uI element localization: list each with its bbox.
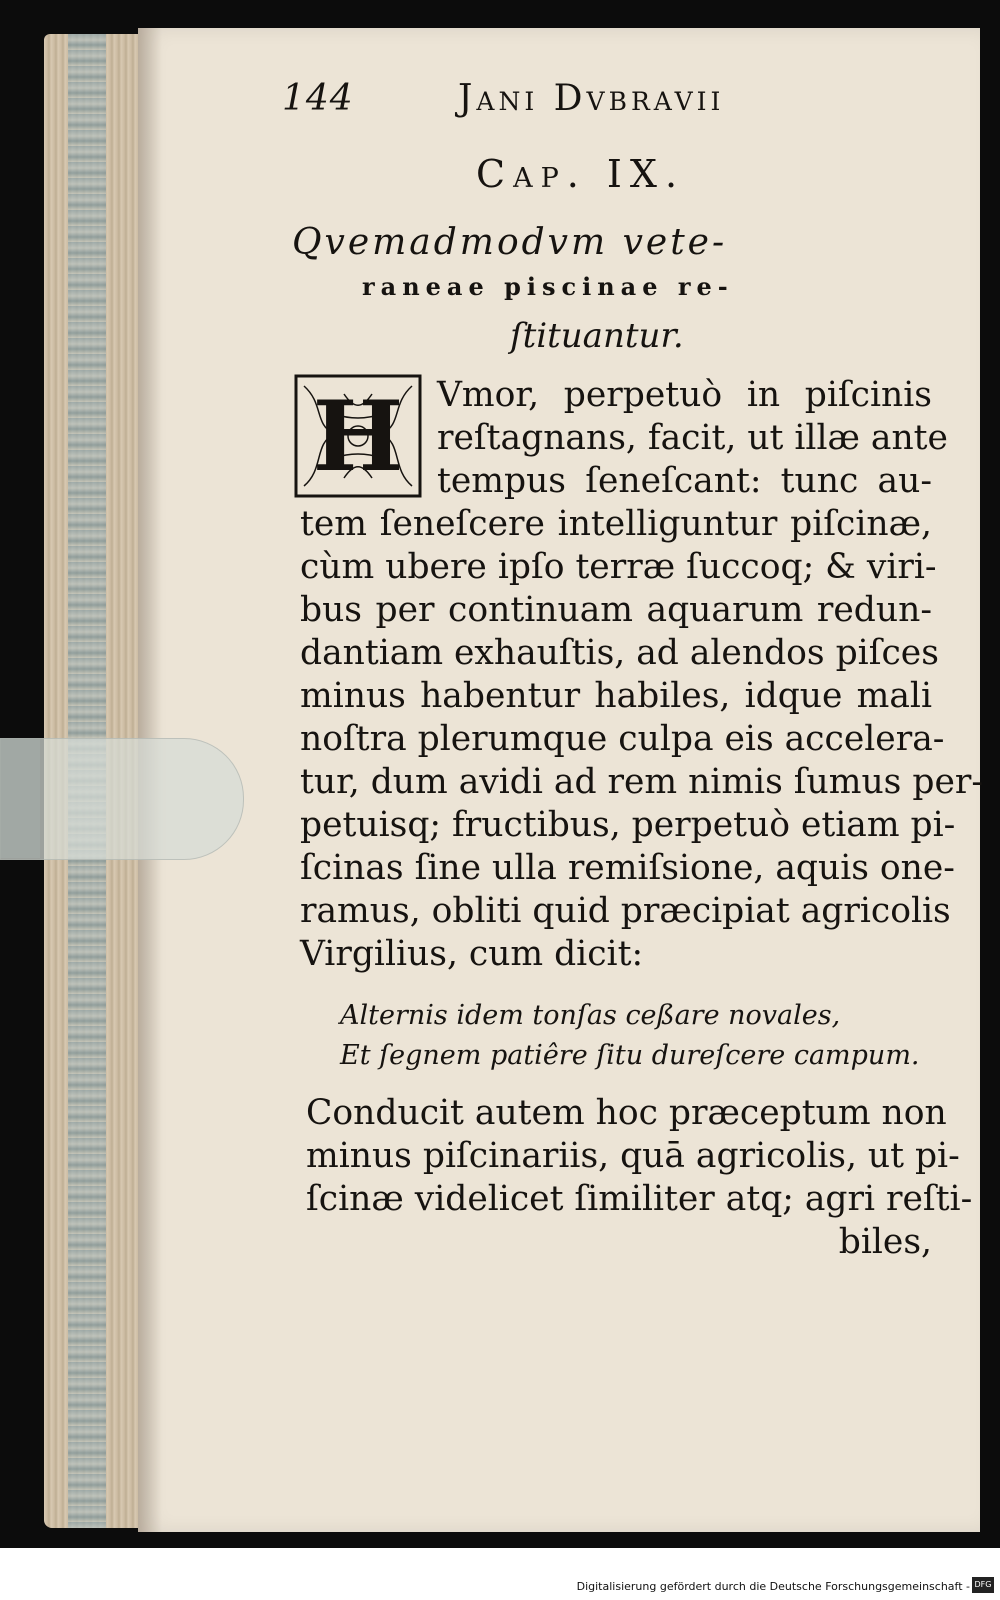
text-line: tem ſeneſcere intelliguntur piſcinæ, [300, 504, 932, 544]
text-line: ſcinas ſine ulla remiſsione, aquis one- [300, 848, 955, 888]
text-line: reſtagnans, facit, ut illæ ante [437, 418, 948, 458]
running-title: Jani Dvbravii [458, 78, 725, 119]
page-number: 144 [282, 78, 354, 119]
text-line: tempus ſeneſcant: tunc au- [437, 461, 932, 501]
text-line: petuisq; fructibus, perpetuò etiam pi- [300, 805, 956, 845]
text-line: Conducit autem hoc præceptum non [306, 1093, 947, 1133]
text-line: ramus, obliti quid præcipiat agricolis [300, 891, 951, 931]
second-paragraph [306, 1090, 973, 1262]
page-clip [0, 738, 244, 860]
verse-line-1: Alternis idem tonſas ceßare novales, [340, 1000, 841, 1031]
text-line: minus piſcinariis, quā agricolis, ut pi- [306, 1136, 960, 1176]
chapter-label: Cap. IX. [476, 152, 686, 196]
chapter-title-line-1: Qvemadmodvm vete- [292, 222, 728, 263]
chapter-title-line-2: raneae piscinae re- [362, 272, 734, 301]
text-line: Vmor, perpetuò in piſcinis [437, 375, 932, 415]
dfg-logo: DFG [972, 1577, 994, 1593]
text-line: minus habentur habiles, idque mali [300, 676, 932, 716]
text-line: ſcinæ videlicet ſimiliter atq; agri reſti- [306, 1179, 973, 1219]
text-line: tur, dum avidi ad rem nimis ſumus per- [300, 762, 984, 802]
text-line: dantiam exhauſtis, ad alendos piſces [300, 633, 939, 673]
text-line: Virgilius, cum dicit: [300, 934, 644, 974]
chapter-title-line-3: ſtituantur. [510, 316, 684, 356]
text-line: bus per continuam aquarum redun- [300, 590, 932, 630]
verse-line-2: Et ſegnem patiêre ſitu dureſcere campum. [340, 1040, 920, 1071]
catchword: biles, [838, 1222, 932, 1262]
funding-credit: Digitalisierung gefördert durch die Deutsche Forschungsgemeinschaft - [576, 1580, 970, 1593]
text-line: cùm ubere ipſo terræ ſuccoq; & viri- [300, 547, 937, 587]
main-paragraph [300, 374, 984, 976]
text-line: noſtra plerumque culpa eis accelera- [300, 719, 945, 759]
initial-letter: H [312, 380, 404, 493]
